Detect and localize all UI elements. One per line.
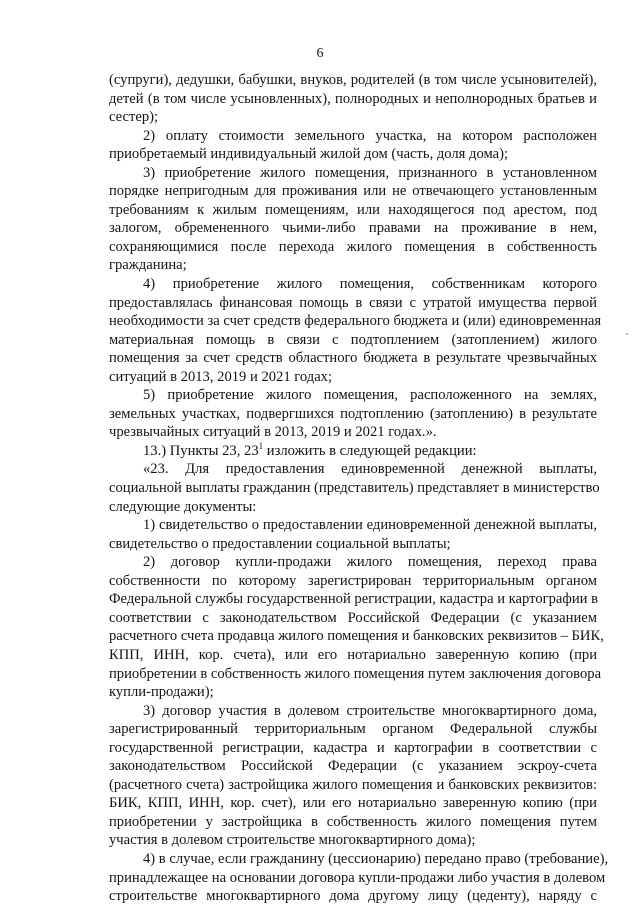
text-line: порядке непригодным для проживания или не отвечающего установленным (109, 183, 597, 200)
text-line: чрезвычайных ситуаций в 2013, 2019 и 2021 годах.». (109, 424, 437, 441)
text-line: зарегистрированный территориальным органом Федеральной службы (109, 721, 597, 738)
text-line: БИК, КПП, ИНН, кор. счет), или его нотариально заверенную копию (при (109, 795, 597, 812)
text-line: 2) договор купли-продажи жилого помещения, переход права (143, 554, 597, 571)
text-line: (расчетного счета) застройщика жилого помещения и банковских реквизитов: (109, 776, 597, 793)
text-line: 3) приобретение жилого помещения, признанного в установленном (143, 164, 597, 181)
text-line: детей (в том числе усыновленных), полнородных и неполнородных братьев и (109, 90, 597, 107)
text-line: сохраняющимися после перехода жилого помещения в собственность (109, 238, 597, 255)
text-line: расчетного счета продавца жилого помещения и банковских реквизитов – БИК, (109, 628, 604, 645)
text-line: соответствии с законодательством Российской Федерации (с указанием (109, 609, 597, 626)
superscript: 1 (258, 441, 264, 452)
text-line: материальная помощь в связи с подтоплением (затоплением) жилого (109, 331, 597, 348)
text-line: законодательством Российской Федерации (с указанием эскроу-счета (109, 758, 597, 775)
text-line: 4) в случае, если гражданину (цессионарию) передано право (требование), (143, 850, 609, 867)
text-line: приобретении у застройщика в собственность жилого помещения путем (109, 813, 597, 830)
text-line: 13.) Пункты 23, $23^1$ изложить в следующей редакции: (143, 441, 477, 459)
text-line: земельных участках, подвергшихся подтоплению (затоплению) в результате (109, 405, 597, 422)
text-line: залогом, обремененного чьими-либо правами на проживание в нем, (109, 220, 597, 237)
text-line: приобретении в собственность жилого помещения путем заключения договора (109, 665, 602, 682)
text-line: следующие документы: (109, 498, 257, 515)
text-line: социальной выплаты гражданин (представитель) представляет в министерство (109, 480, 600, 497)
text-line: КПП, ИНН, кор. счета), или его нотариально заверенную копию (при (109, 646, 597, 663)
text-line: 3) договор участия в долевом строительстве многоквартирного дома, (143, 702, 597, 719)
text-line: гражданина; (109, 257, 187, 274)
text-line: сестер); (109, 109, 159, 126)
text-line: участия в долевом строительстве многоквартирного дома); (109, 832, 476, 849)
text-line: (супруги), дедушки, бабушки, внуков, родителей (в том числе усыновителей), (109, 72, 597, 88)
text-line: государственной регистрации, кадастра и картографии в соответствии с (109, 739, 597, 756)
text-line: 5) приобретение жилого помещения, расположенного на землях, (143, 387, 597, 404)
text-line: помещения за счет средств областного бюджета в результате чрезвычайных (109, 350, 597, 367)
text-line: Федеральной службы государственной регистрации, кадастра и картографии в (109, 591, 598, 608)
text-line: предоставлялась финансовая помощь в связи с утратой имущества первой (109, 294, 597, 311)
text-line: требованиям к жилым помещениям, или находящегося под арестом, под (109, 201, 597, 218)
text-line: купли-продажи); (109, 684, 214, 701)
text-line: «23. Для предоставления единовременной денежной выплаты, (143, 461, 597, 478)
text-line: собственности по которому зарегистрирован территориальным органом (109, 572, 597, 589)
text-line: ситуаций в 2013, 2019 и 2021 годах; (109, 368, 333, 385)
text-line: свидетельство о предоставлении социальной выплаты; (109, 535, 451, 552)
scan-speck (626, 333, 628, 335)
text-line: необходимости за счет средств федерального бюджета и (или) единовременная (109, 313, 602, 330)
text-line: 1) свидетельство о предоставлении единовременной денежной выплаты, (143, 517, 597, 534)
text-line: строительстве многоквартирного дома другому лицу (цеденту), наряду с (109, 888, 597, 905)
document-body (109, 71, 609, 906)
text-line: 2) оплату стоимости земельного участка, на котором расположен (143, 127, 597, 144)
page-number: 6 (316, 46, 324, 61)
text-line: 4) приобретение жилого помещения, собственникам которого (143, 276, 597, 293)
text-line: принадлежащее на основании договора купли-продажи либо участия в долевом (109, 869, 606, 886)
text-line: приобретаемый индивидуальный жилой дом (часть, доля дома); (109, 146, 509, 163)
